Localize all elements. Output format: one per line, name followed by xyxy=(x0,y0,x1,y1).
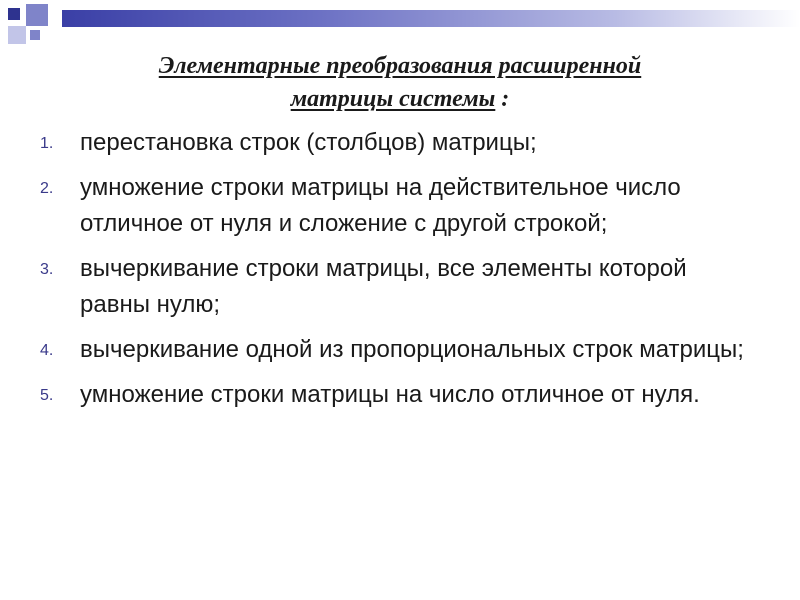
list-item xyxy=(40,125,760,161)
list-item-text: вычеркивание строки матрицы, все элементы которой равны нулю; xyxy=(80,255,687,318)
list-item-number: 1. xyxy=(40,135,54,152)
decor-square-2 xyxy=(26,4,48,26)
header-gradient-bar xyxy=(62,10,800,27)
list-item-text: умножение строки матрицы на число отличное от нуля. xyxy=(80,381,700,408)
list-item xyxy=(40,251,760,323)
list-item-text: перестановка строк (столбцов) матрицы; xyxy=(80,129,537,156)
title-suffix: : xyxy=(495,86,510,112)
list-item-text: умножение строки матрицы на действительное число отличное от нуля и сложение с другой строкой; xyxy=(80,174,681,237)
list-item-number: 4. xyxy=(40,342,54,359)
list-item-number: 5. xyxy=(40,387,54,404)
list-item xyxy=(40,377,760,413)
list-item xyxy=(40,332,760,368)
title-line-1: Элементарные преобразования расширенной xyxy=(158,53,642,79)
list-item xyxy=(40,170,760,242)
slide-title xyxy=(70,50,730,116)
title-line-2: матрицы системы xyxy=(290,86,496,112)
list-item-text: вычеркивание одной из пропорциональных строк матрицы; xyxy=(80,336,744,363)
decor-square-1 xyxy=(8,8,20,20)
transformations-list xyxy=(40,125,760,422)
list-item-number: 3. xyxy=(40,261,54,278)
decor-square-4 xyxy=(30,30,40,40)
list-item-number: 2. xyxy=(40,180,54,197)
decor-square-3 xyxy=(8,26,26,44)
